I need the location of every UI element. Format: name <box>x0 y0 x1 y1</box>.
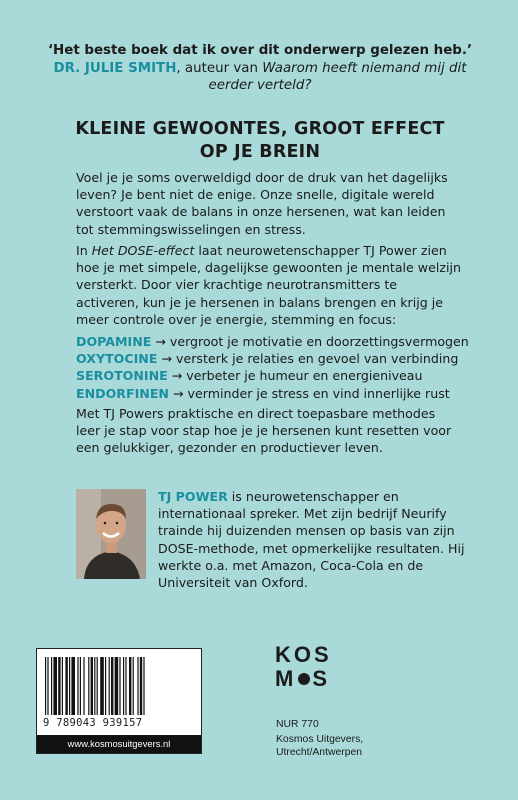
logo-letter-m: M <box>275 666 297 691</box>
kosmos-logo <box>275 643 335 691</box>
barcode-bar <box>71 657 75 715</box>
barcode-bar <box>123 657 124 715</box>
logo-line-1: KOS <box>275 642 332 667</box>
barcode-bar <box>83 657 84 715</box>
barcode-bar <box>140 657 142 715</box>
author-bio-text: is neurowetenschapper en internationaal spreker. Met zijn bedrijf Neurify trainde hij duizenden mensen op basis van zijn DOSE-methode, met opmerkelijke resultaten. Hij werkte o.a. met Amazon, Coca-Cola en de Universiteit van Oxford. <box>158 489 465 591</box>
publisher-url: www.kosmosuitgevers.nl <box>37 735 201 753</box>
list-item <box>76 385 462 402</box>
barcode-bar <box>53 657 57 715</box>
headline-line-2: OP JE BREIN <box>199 142 321 162</box>
barcode-bar <box>111 657 113 715</box>
barcode-bar <box>119 657 120 715</box>
quote-text: ‘Het beste boek dat ik over dit onderwerp gelezen heb.’ <box>47 43 473 58</box>
nur-code: NUR 770 <box>276 719 319 730</box>
barcode-bar <box>45 657 46 715</box>
neurotransmitter-name: DOPAMINE <box>76 334 152 349</box>
logo-dot-icon <box>298 673 310 685</box>
list-item <box>76 350 462 367</box>
barcode-bar <box>65 657 67 715</box>
barcode-bar <box>105 657 106 715</box>
list-item <box>76 367 462 384</box>
barcode-bar <box>100 657 104 715</box>
publisher-name: Kosmos Uitgevers, <box>276 734 364 745</box>
book-title: Het DOSE-effect <box>91 243 195 258</box>
barcode-bar <box>58 657 60 715</box>
barcode-bar <box>62 657 63 715</box>
neurotransmitter-name: SEROTONINE <box>76 368 168 384</box>
author-bio <box>158 488 468 591</box>
neurotransmitter-list <box>76 333 469 402</box>
barcode-bar <box>47 657 48 715</box>
barcode-bar <box>69 657 70 715</box>
quote-author: DR. JULIE SMITH <box>53 60 177 76</box>
barcode-bar <box>77 657 78 715</box>
headline <box>40 118 480 164</box>
headline-line-1: KLEINE GEWOONTES, GROOT EFFECT <box>75 119 445 139</box>
barcode-bar <box>125 657 126 715</box>
barcode <box>36 648 202 754</box>
author-name: TJ POWER <box>158 489 228 504</box>
barcode-bar <box>94 657 95 715</box>
logo-letter-s: S <box>312 666 331 691</box>
barcode-bar <box>115 657 119 715</box>
neurotransmitter-effect: → verbeter je humeur en energieniveau <box>167 368 423 384</box>
neurotransmitter-effect: → vergroot je motivatie en doorzettingsvermogen <box>151 334 469 349</box>
barcode-bar <box>143 657 144 715</box>
blurb-quote <box>40 42 480 95</box>
barcode-bar <box>129 657 131 715</box>
barcode-icon <box>45 657 193 717</box>
barcode-bar <box>51 657 52 715</box>
neurotransmitter-effect: → verminder je stress en vind innerlijke rust <box>168 385 450 401</box>
list-item <box>76 333 469 350</box>
publisher-info <box>276 718 363 759</box>
barcode-bar <box>133 657 134 715</box>
author-photo <box>76 489 146 579</box>
closing-paragraph: Met TJ Powers praktische en direct toepasbare methodes leer je stap voor stap hoe je je hersenen kunt resetten voor een gelukkiger, gezonder en productiever leven. <box>76 406 452 456</box>
barcode-bar <box>109 657 110 715</box>
barcode-bar <box>137 657 138 715</box>
neurotransmitter-name: OXYTOCINE <box>76 351 158 367</box>
barcode-bar <box>80 657 81 715</box>
neurotransmitter-effect: → versterk je relaties en gevoel van verbinding <box>157 351 459 367</box>
quote-author-role: , auteur van <box>176 60 263 76</box>
barcode-bar <box>88 657 89 715</box>
publisher-location: Utrecht/Antwerpen <box>276 747 363 758</box>
intro-paragraph: Voel je je soms overweldigd door de druk van het dagelijks leven? Je bent niet de enige. Onze snelle, digitale wereld verstoort vaak de balans in onze hersenen, wat kan leiden tot stemmingswisselingen en stress. <box>76 170 448 237</box>
description-paragraph: In Het DOSE-effect laat neurowetenschapper TJ Power zien hoe je met simpele, dagelijkse gewoonten je mentale welzijn versterkt. Door vier krachtige neurotransmitters te activeren, kun je je hersenen in balans brengen en krijg je meer controle over je energie, stemming en focus: <box>76 243 461 327</box>
isbn-number: 9 789043 939157 <box>43 717 143 729</box>
barcode-bar <box>91 657 93 715</box>
author-portrait-icon <box>76 489 146 579</box>
barcode-bar <box>97 657 98 715</box>
neurotransmitter-name: ENDORFINEN <box>76 385 169 401</box>
quote-book-title: Waarom heeft niemand mij dit eerder verteld? <box>208 60 467 93</box>
